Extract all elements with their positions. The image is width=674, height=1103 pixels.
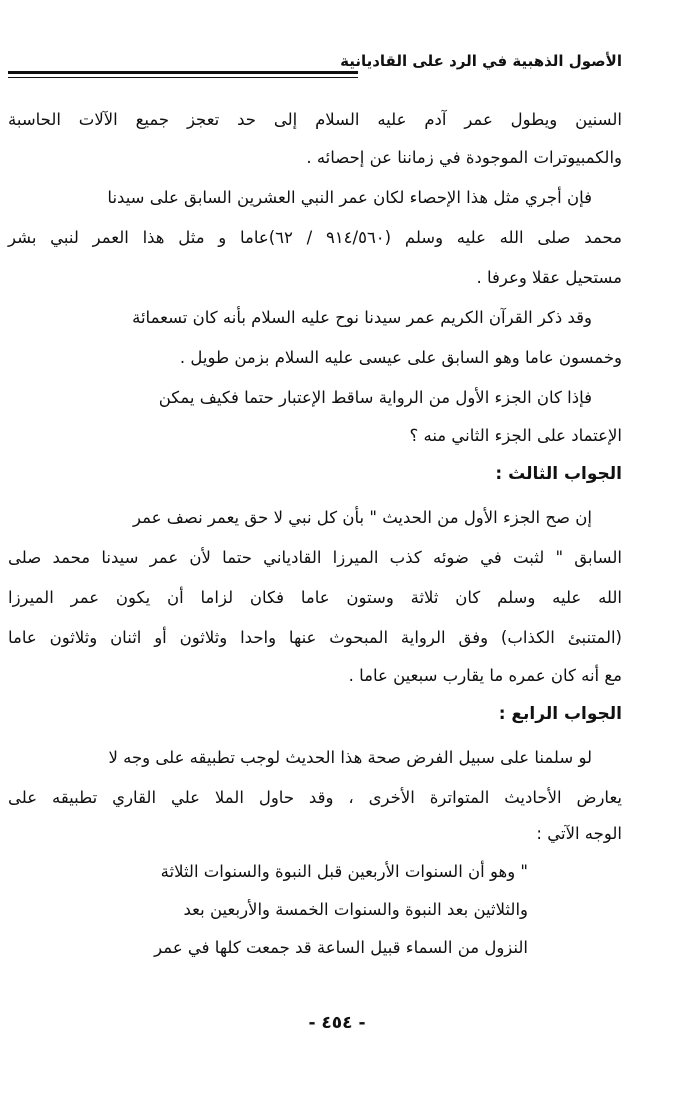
text-line: والكمبيوترات الموجودة في زماننا عن إحصائه . (306, 148, 622, 167)
text-line: الإعتماد على الجزء الثاني منه ؟ (409, 426, 622, 445)
quote-line: النزول من السماء قبيل الساعة قد جمعت كلها في عمر (154, 938, 528, 957)
text-line: وقد ذكر القرآن الكريم عمر سيدنا نوح عليه السلام بأنه كان تسعمائة (132, 308, 592, 327)
quote-line: والثلاثين بعد النبوة والسنوات الخمسة والأربعين بعد (183, 900, 528, 919)
page-number: - ٤٥٤ - (308, 1013, 366, 1033)
text-line: وخمسون عاما وهو السابق على عيسى عليه السلام بزمن طويل . (179, 348, 622, 367)
text-line: لو سلمنا على سبيل الفرض صحة هذا الحديث لوجب تطبيقه على وجه لا (108, 748, 592, 767)
text-line: فإذا كان الجزء الأول من الرواية ساقط الإعتبار حتما فكيف يمكن (158, 388, 592, 407)
text-line: السنين ويطول عمر آدم عليه السلام إلى حد تعجز جميع الآلات الحاسبة (8, 110, 622, 129)
text-line: مستحيل عقلا وعرفا . (476, 268, 622, 287)
text-line: فإن أجري مثل هذا الإحصاء لكان عمر النبي العشرين السابق على سيدنا (107, 188, 592, 207)
text-line: الوجه الآتي : (536, 824, 622, 843)
text-line: السابق " لثبت في ضوئه كذب الميرزا القادياني حتما لأن عمر سيدنا محمد صلى (8, 548, 622, 567)
text-line: (المتنبئ الكذاب) وفق الرواية المبحوث عنها واحدا وثلاثون أو اثنان وثلاثون عاما (8, 628, 622, 647)
text-line: يعارض الأحاديث المتواترة الأخرى ، وقد حاول الملا علي القاري تطبيقه على (8, 788, 622, 807)
text-line: إن صح الجزء الأول من الحديث " بأن كل نبي لا حق يعمر نصف عمر (132, 508, 592, 527)
text-line: الله عليه وسلم كان ثلاثة وستون عاما فكان لزاما أن يكون عمر الميرزا (8, 588, 622, 607)
quote-line: " وهو أن السنوات الأربعين قبل النبوة والسنوات الثلاثة (160, 862, 528, 881)
section-heading: الجواب الرابع : (498, 704, 622, 724)
header-rule-thin (8, 77, 358, 78)
header-rule-thick (8, 71, 358, 74)
running-title: الأصول الذهبية في الرد على القاديانية (340, 52, 622, 70)
text-line: محمد صلى الله عليه وسلم (٩١٤/٥٦٠ / ٦٢)عاما و مثل هذا العمر لنبي بشر (8, 228, 622, 247)
page-header (8, 50, 622, 86)
section-heading: الجواب الثالث : (495, 464, 622, 484)
text-line: مع أنه كان عمره ما يقارب سبعين عاما . (348, 666, 622, 685)
